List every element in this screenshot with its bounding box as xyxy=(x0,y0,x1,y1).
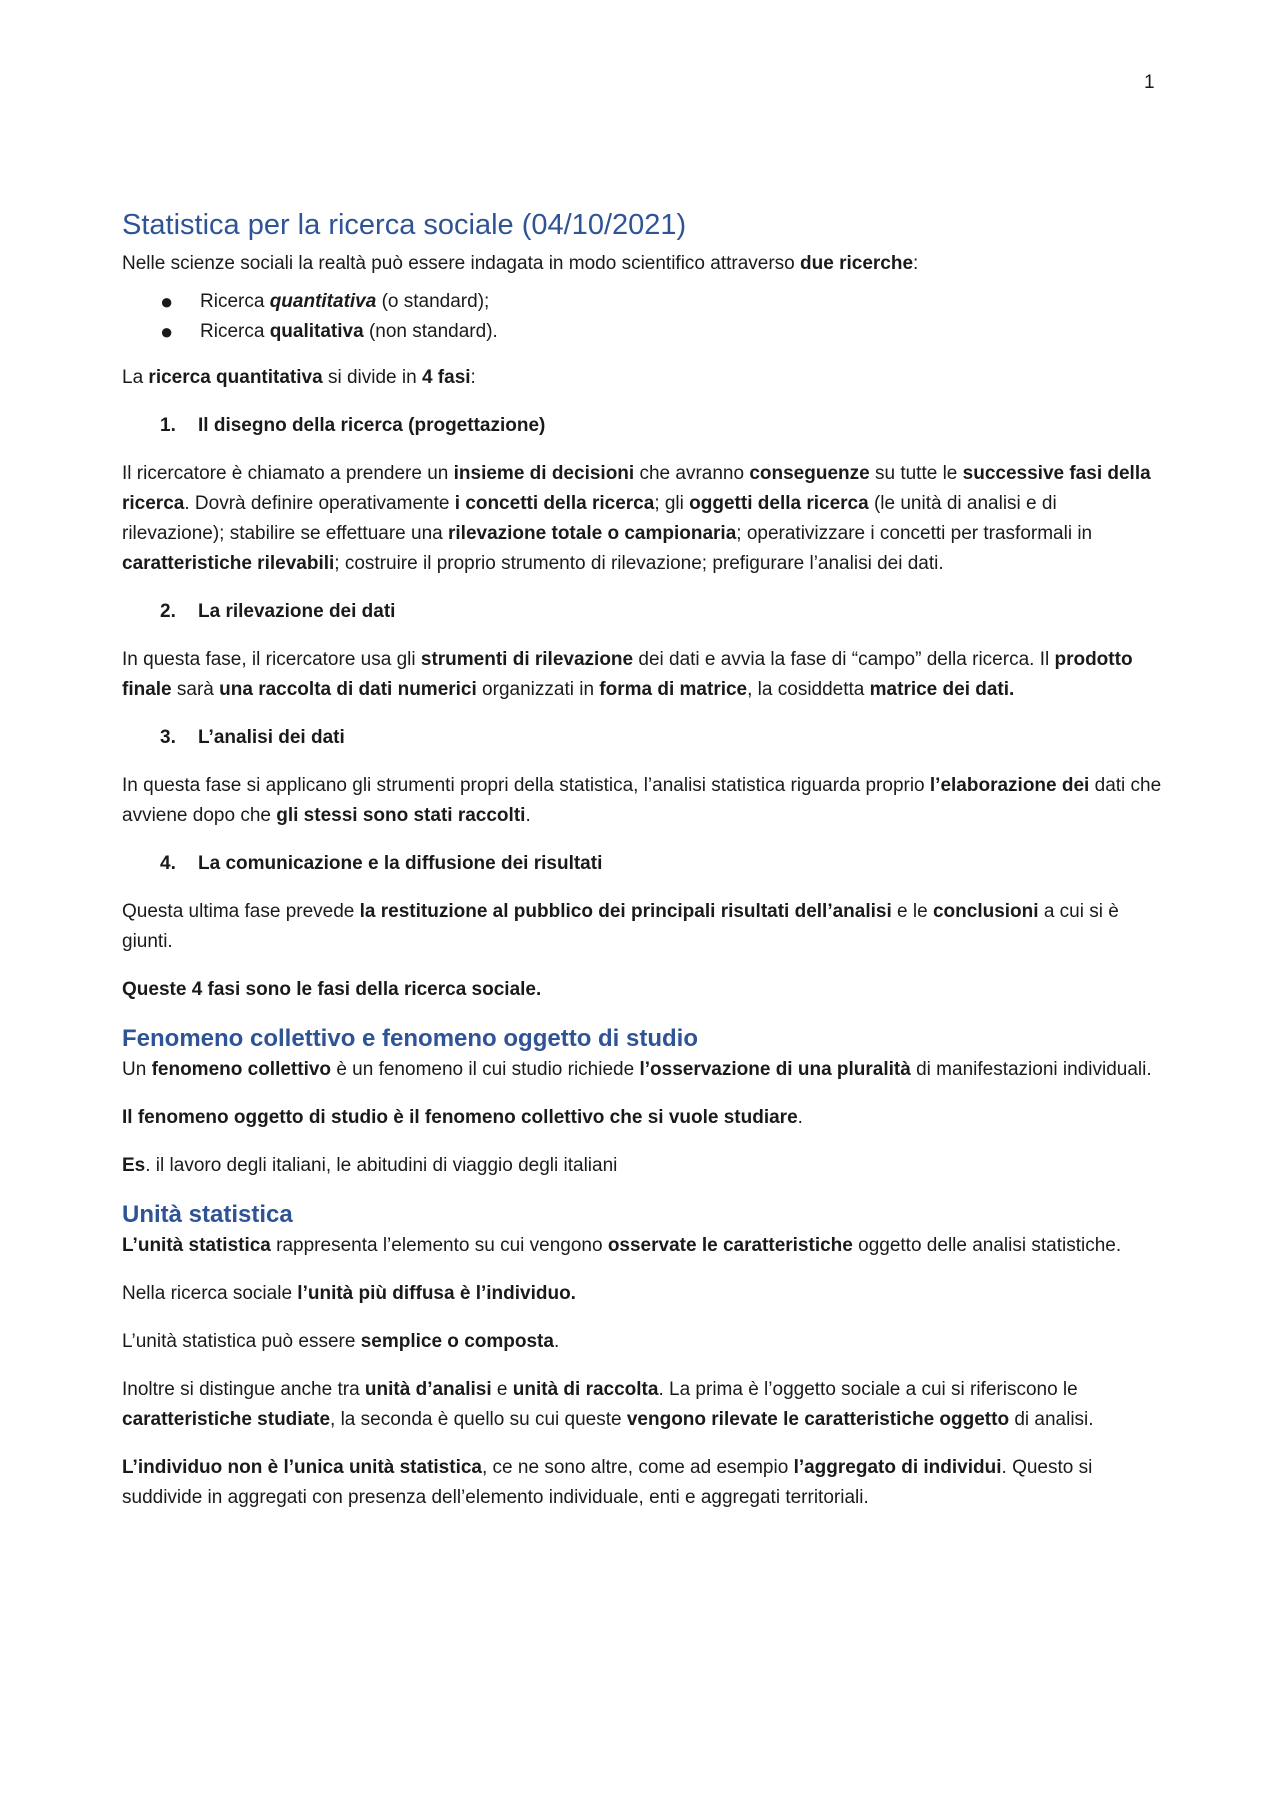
page-number: 1 xyxy=(1144,72,1155,93)
phase-heading-2: 2. La rilevazione dei dati xyxy=(160,601,396,622)
intro-paragraph: Nelle scienze sociali la realtà può essere indagata in modo scientifico attraverso due ricerche: xyxy=(122,253,919,274)
unita-paragraph-3: L’unità statistica può essere semplice o composta. xyxy=(122,1331,560,1352)
phases-intro: La ricerca quantitativa si divide in 4 fasi: xyxy=(122,367,476,388)
section-heading-unita: Unità statistica xyxy=(122,1201,293,1228)
unita-paragraph-5: L’individuo non è l’unica unità statistica, ce ne sono altre, come ad esempio l’aggregato di individui. Questo si suddivide in aggregati con presenza dell’elemento individuale, enti e aggregati territoriali. xyxy=(122,1457,1093,1508)
fenomeno-example: Es. il lavoro degli italiani, le abitudini di viaggio degli italiani xyxy=(122,1155,618,1176)
fenomeno-paragraph: Un fenomeno collettivo è un fenomeno il cui studio richiede l’osservazione di una pluralità di manifestazioni individuali. xyxy=(122,1059,1152,1080)
unita-paragraph-4: Inoltre si distingue anche tra unità d’analisi e unità di raccolta. La prima è l’oggetto sociale a cui si riferiscono le caratteristiche studiate, la seconda è quello su cui queste vengono rilevate le caratteristiche oggetto di analisi. xyxy=(122,1379,1094,1430)
document-body xyxy=(122,205,1162,1531)
phase-heading-4: 4. La comunicazione e la diffusione dei risultati xyxy=(160,853,603,874)
phase-3-text: In questa fase si applicano gli strumenti propri della statistica, l’analisi statistica riguarda proprio l’elaborazione dei dati che avviene dopo che gli stessi sono stati raccolti. xyxy=(122,775,1162,826)
research-types-list xyxy=(160,287,1162,347)
unita-paragraph-2: Nella ricerca sociale l’unità più diffusa è l’individuo. xyxy=(122,1283,576,1304)
phases-summary: Queste 4 fasi sono le fasi della ricerca sociale. xyxy=(122,979,542,1000)
phase-heading-1: 1. Il disegno della ricerca (progettazione) xyxy=(160,415,546,436)
phase-1-text: Il ricercatore è chiamato a prendere un insieme di decisioni che avranno conseguenze su tutte le successive fasi della ricerca. Dovrà definire operativamente i concetti della ricerca; gli oggetti della ricerca (le unità di analisi e di rilevazione); stabilire se effettuare una rilevazione totale o campionaria; operativizzare i concetti per trasformali in caratteristiche rilevabili; costruire il proprio strumento di rilevazione; prefigurare l’analisi dei dati. xyxy=(122,463,1151,574)
fenomeno-definition: Il fenomeno oggetto di studio è il fenomeno collettivo che si vuole studiare. xyxy=(122,1107,803,1128)
list-item: ● Ricerca qualitativa (non standard). xyxy=(160,317,1162,347)
bullet-icon: ● xyxy=(160,319,174,344)
list-item: ● Ricerca quantitativa (o standard); xyxy=(160,287,1162,317)
phase-heading-3: 3. L’analisi dei dati xyxy=(160,727,345,748)
page-title: Statistica per la ricerca sociale (04/10/2021) xyxy=(122,209,687,241)
bullet-icon: ● xyxy=(160,289,174,314)
phase-4-text: Questa ultima fase prevede la restituzione al pubblico dei principali risultati dell’analisi e le conclusioni a cui si è giunti. xyxy=(122,901,1119,952)
unita-paragraph-1: L’unità statistica rappresenta l’elemento su cui vengono osservate le caratteristiche oggetto delle analisi statistiche. xyxy=(122,1235,1122,1256)
section-heading-fenomeno: Fenomeno collettivo e fenomeno oggetto di studio xyxy=(122,1025,698,1052)
phase-2-text: In questa fase, il ricercatore usa gli strumenti di rilevazione dei dati e avvia la fase di “campo” della ricerca. Il prodotto finale sarà una raccolta di dati numerici organizzati in forma di matrice, la cosiddetta matrice dei dati. xyxy=(122,649,1133,700)
